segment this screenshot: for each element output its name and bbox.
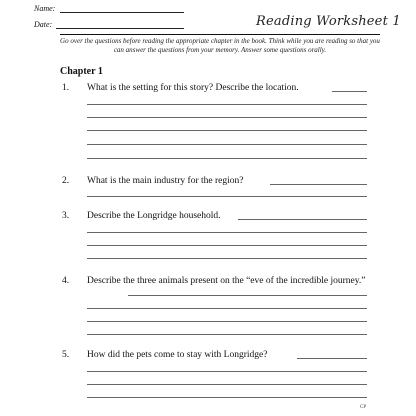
answer-line[interactable] bbox=[238, 219, 367, 220]
answer-line[interactable] bbox=[87, 371, 367, 372]
answer-line[interactable] bbox=[87, 397, 367, 398]
question-number: 3. bbox=[62, 211, 70, 221]
question-text: How did the pets come to stay with Longridge? bbox=[87, 350, 268, 360]
answer-line[interactable] bbox=[332, 91, 367, 92]
question-number: 5. bbox=[62, 350, 70, 360]
answer-line[interactable] bbox=[87, 117, 367, 118]
answer-line[interactable] bbox=[87, 308, 367, 309]
instructions-text: Go over the questions before reading the appropriate chapter in the book. Think while you are reading so that you can answer the questions from your memory. Answer some questions orally. bbox=[60, 37, 380, 54]
answer-line[interactable] bbox=[87, 130, 367, 131]
header-divider bbox=[60, 34, 380, 35]
chapter-heading: Chapter 1 bbox=[60, 66, 103, 77]
answer-line[interactable] bbox=[297, 358, 367, 359]
question-text: What is the main industry for the region? bbox=[87, 176, 244, 186]
question-number: 1. bbox=[62, 83, 70, 93]
answer-line[interactable] bbox=[87, 196, 367, 197]
answer-line[interactable] bbox=[128, 295, 367, 296]
answer-line[interactable] bbox=[87, 384, 367, 385]
answer-line[interactable] bbox=[87, 158, 367, 159]
question-number: 2. bbox=[62, 176, 70, 186]
answer-line[interactable] bbox=[87, 144, 367, 145]
question-text: Describe the three animals present on the “eve of the incredible journey.” bbox=[87, 276, 366, 286]
answer-line[interactable] bbox=[87, 245, 367, 246]
name-line[interactable] bbox=[60, 12, 184, 13]
question-text: What is the setting for this story? Describe the location. bbox=[87, 83, 299, 93]
answer-line[interactable] bbox=[270, 184, 367, 185]
footer-logo-icon: CP bbox=[360, 405, 367, 410]
answer-line[interactable] bbox=[87, 232, 367, 233]
date-line[interactable] bbox=[56, 28, 184, 29]
worksheet-title: Reading Worksheet 1 bbox=[256, 14, 401, 29]
date-label: Date: bbox=[34, 20, 53, 29]
question-text: Describe the Longridge household. bbox=[87, 211, 221, 221]
answer-line[interactable] bbox=[87, 334, 367, 335]
answer-line[interactable] bbox=[87, 321, 367, 322]
name-label: Name: bbox=[34, 4, 56, 13]
answer-line[interactable] bbox=[87, 104, 367, 105]
question-number: 4. bbox=[62, 276, 70, 286]
answer-line[interactable] bbox=[87, 258, 367, 259]
